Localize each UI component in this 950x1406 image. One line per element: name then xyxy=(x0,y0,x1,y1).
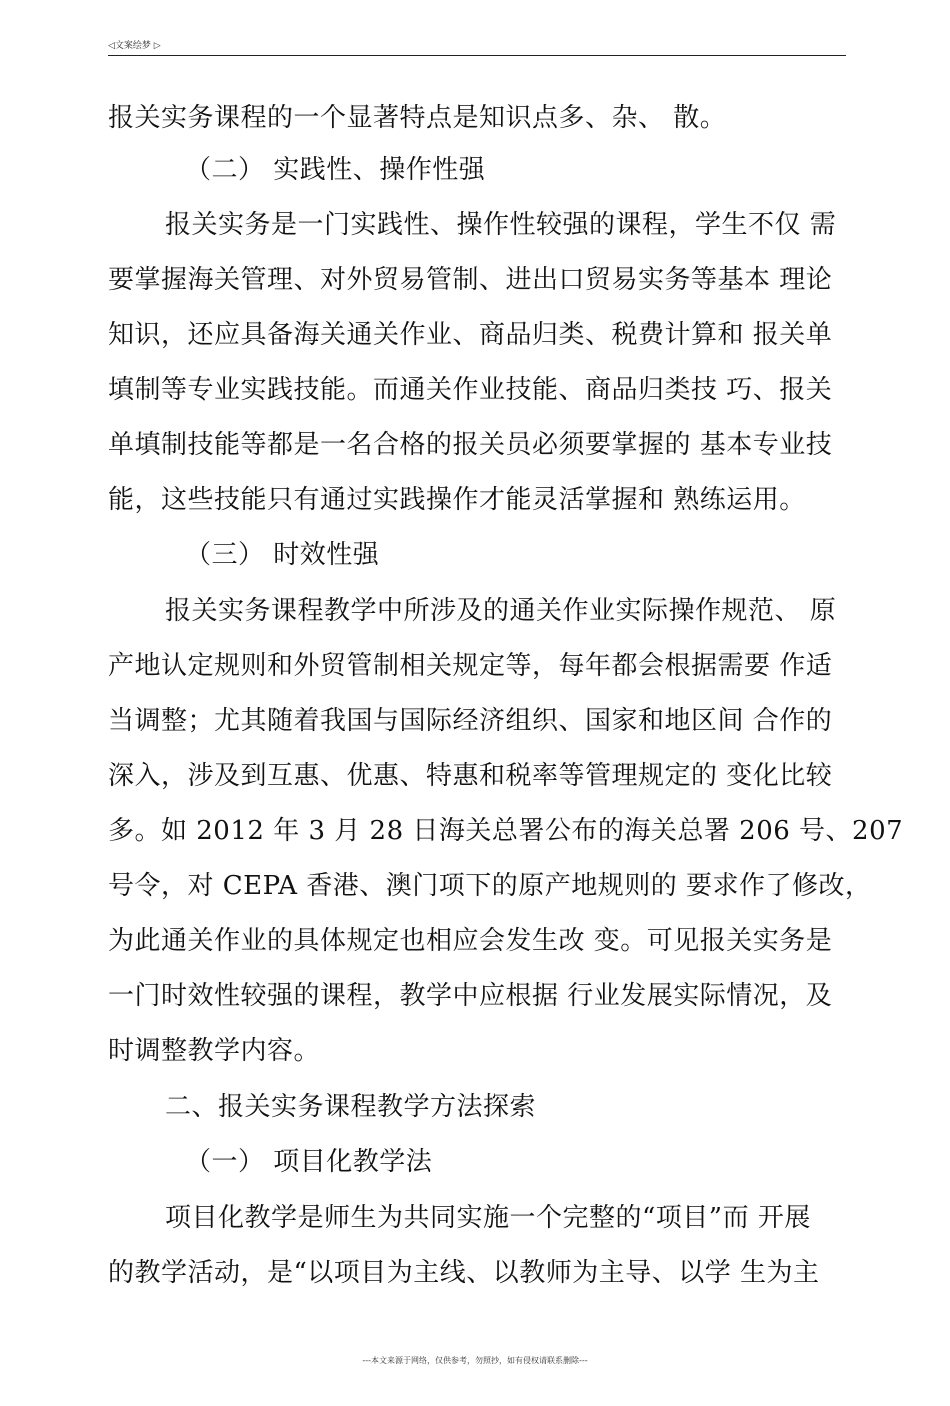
section-heading-2: （二） 实践性、操作性强 xyxy=(185,155,486,185)
text-line: 的教学活动，是“以项目为主线、以教师为主导、以学 生为主 xyxy=(108,1258,820,1288)
text-line: 深入，涉及到互惠、优惠、特惠和税率等管理规定的 变化比较 xyxy=(108,761,833,791)
text-line: 时调整教学内容。 xyxy=(108,1036,321,1066)
text-line: 当调整；尤其随着我国与国际经济组织、国家和地区间 合作的 xyxy=(108,706,833,736)
header-rule xyxy=(108,55,846,56)
text-line: 项目化教学是师生为共同实施一个完整的“项目”而 开展 xyxy=(165,1203,811,1233)
text-line: 要掌握海关管理、对外贸易管制、进出口贸易实务等基本 理论 xyxy=(108,265,833,295)
text-line: 报关实务是一门实践性、操作性较强的课程，学生不仅 需 xyxy=(165,210,837,240)
section-heading-1: （一） 项目化教学法 xyxy=(185,1147,433,1177)
text-line: 产地认定规则和外贸管制相关规定等，每年都会根据需要 作适 xyxy=(108,651,833,681)
text-line: 单填制技能等都是一名合格的报关员必须要掌握的 基本专业技 xyxy=(108,430,833,460)
section-heading-3: （三） 时效性强 xyxy=(185,540,380,570)
text-line: 填制等专业实践技能。而通关作业技能、商品归类技 巧、报关 xyxy=(108,375,833,405)
text-line: 报关实务课程教学中所涉及的通关作业实际操作规范、 原 xyxy=(165,596,837,626)
text-line: 能，这些技能只有通过实践操作才能灵活掌握和 熟练运用。 xyxy=(108,485,806,515)
chapter-heading: 二、报关实务课程教学方法探索 xyxy=(165,1092,537,1122)
page-footer: ---本文来源于网络，仅供参考，勿照抄，如有侵权请联系删除--- xyxy=(362,1356,588,1365)
text-line: 多。如 2012 年 3 月 28 日海关总署公布的海关总署 206 号、207 xyxy=(108,816,904,846)
text-line: 号令，对 CEPA 香港、澳门项下的原产地规则的 要求作了修改， xyxy=(108,871,872,901)
text-line: 一门时效性较强的课程，教学中应根据 行业发展实际情况，及 xyxy=(108,981,833,1011)
text-line: 报关实务课程的一个显著特点是知识点多、杂、 散。 xyxy=(108,103,727,133)
text-line: 为此通关作业的具体规定也相应会发生改 变。可见报关实务是 xyxy=(108,926,833,956)
page-header: ◁文案绘梦 ▷ xyxy=(108,41,161,51)
text-line: 知识，还应具备海关通关作业、商品归类、税费计算和 报关单 xyxy=(108,320,833,350)
